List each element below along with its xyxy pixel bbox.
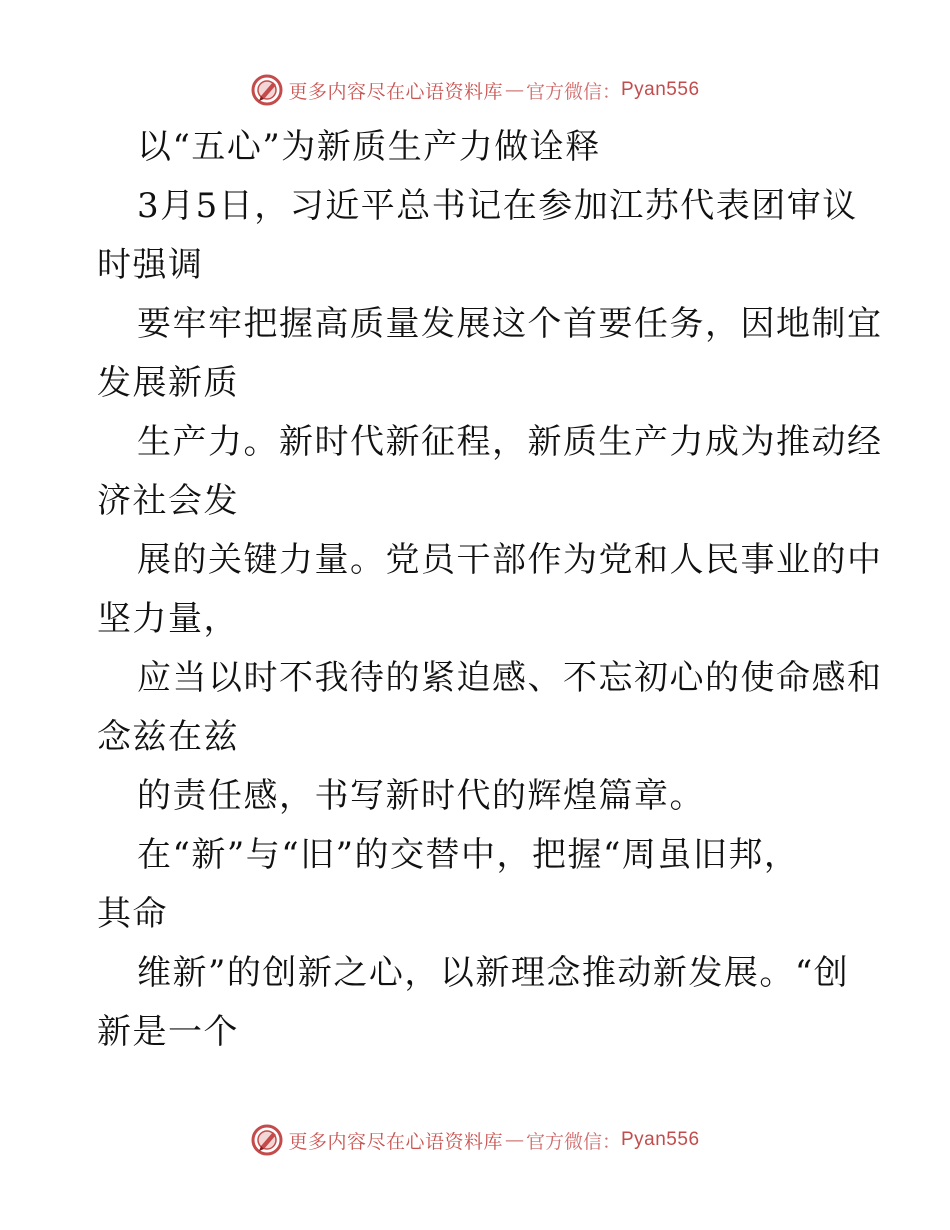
paragraph-line: 发展新质	[97, 363, 239, 403]
paragraph-line: 时强调	[97, 245, 204, 285]
paragraph-line: 展的关键力量。党员干部作为党和人民事业的中	[137, 540, 883, 580]
watermark-wechat-label: 官方微信：	[525, 80, 621, 103]
paragraph-line: 应当以时不我待的紧迫感、不忘初心的使命感和	[137, 658, 883, 698]
paragraph-line: 3月5日，习近平总书记在参加江苏代表团审议	[137, 186, 858, 226]
watermark-main-text: 更多内容尽在心语资料库	[288, 1130, 503, 1153]
paragraph-line: 在“新”与“旧”的交替中，把握“周虽旧邦，	[137, 835, 800, 875]
footer-watermark	[0, 1120, 950, 1160]
paragraph-line: 维新”的创新之心，以新理念推动新发展。“创	[137, 953, 850, 993]
header-watermark	[0, 70, 950, 110]
paragraph-line: 要牢牢把握高质量发展这个首要任务，因地制宜	[137, 304, 883, 344]
pen-logo-icon	[250, 1123, 284, 1157]
paragraph-line: 济社会发	[97, 481, 239, 521]
paragraph-line: 坚力量，	[97, 599, 239, 639]
paragraph-line: 的责任感，书写新时代的辉煌篇章。	[137, 776, 705, 816]
watermark-separator: —	[504, 79, 524, 101]
pen-logo-icon	[250, 73, 284, 107]
paragraph-line: 其命	[97, 894, 168, 934]
document-title: 以“五心”为新质生产力做诠释	[137, 127, 601, 167]
watermark-separator: —	[504, 1129, 524, 1151]
paragraph-line: 生产力。新时代新征程，新质生产力成为推动经	[137, 422, 883, 462]
watermark-wechat-label: 官方微信：	[525, 1130, 621, 1153]
paragraph-line: 新是一个	[97, 1012, 239, 1052]
watermark-main-text: 更多内容尽在心语资料库	[288, 80, 503, 103]
paragraph-line: 念兹在兹	[97, 717, 239, 757]
watermark-account-id: Pyan556	[621, 1129, 700, 1150]
document-body	[97, 118, 883, 1062]
watermark-account-id: Pyan556	[621, 79, 700, 100]
